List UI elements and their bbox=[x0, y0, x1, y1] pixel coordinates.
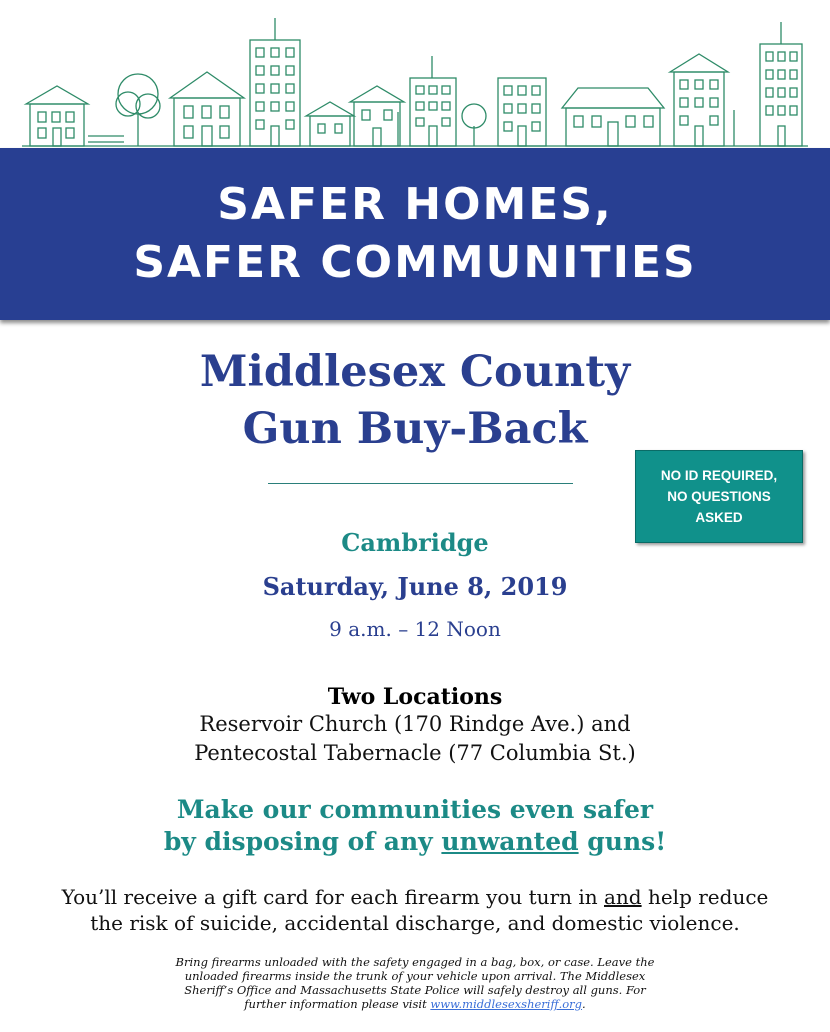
fine-print-line-4-pre: further information please visit bbox=[244, 997, 431, 1011]
location-line-2: Pentecostal Tabernacle (77 Columbia St.) bbox=[194, 741, 636, 765]
banner-line-1: SAFER HOMES, bbox=[217, 179, 613, 230]
banner-line-2: SAFER COMMUNITIES bbox=[133, 237, 697, 288]
badge-line-3: ASKED bbox=[695, 510, 743, 525]
event-date: Saturday, June 8, 2019 bbox=[262, 572, 568, 601]
event-title-line-2: Gun Buy-Back bbox=[242, 404, 588, 454]
badge-line-2: NO QUESTIONS bbox=[667, 489, 771, 504]
info-line-2: the risk of suicide, accidental discharge, and domestic violence. bbox=[90, 911, 740, 935]
event-city: Cambridge bbox=[341, 528, 489, 557]
info-line-1-pre: You’ll receive a gift card for each firearm you turn in bbox=[61, 885, 604, 909]
cta-line-2-pre: by disposing of any bbox=[163, 827, 442, 856]
info-emphasis: and bbox=[604, 885, 642, 909]
badge-line-1: NO ID REQUIRED, bbox=[660, 468, 778, 483]
info-line-1 bbox=[0, 885, 830, 909]
locations-heading: Two Locations bbox=[327, 684, 503, 710]
event-time: 9 a.m. – 12 Noon bbox=[329, 617, 501, 641]
headline-banner bbox=[0, 148, 830, 320]
cta-line-1: Make our communities even safer bbox=[176, 795, 654, 824]
fine-print-line-2: unloaded firearms inside the trunk of your vehicle upon arrival. The Middlesex bbox=[184, 969, 646, 983]
fine-print-line-4 bbox=[0, 997, 830, 1011]
city-skyline-illustration bbox=[22, 12, 808, 150]
cta-emphasis: unwanted bbox=[441, 827, 579, 856]
info-line-1-post: help reduce bbox=[641, 885, 769, 909]
cta-line-2-post: guns! bbox=[578, 827, 667, 856]
location-line-1: Reservoir Church (170 Rindge Ave.) and bbox=[199, 712, 631, 736]
sheriff-website-link[interactable]: www.middlesexsheriff.org bbox=[430, 997, 583, 1011]
fine-print-line-4-post: . bbox=[582, 997, 586, 1011]
fine-print-line-1: Bring firearms unloaded with the safety engaged in a bag, box, or case. Leave the bbox=[175, 955, 655, 969]
divider-rule bbox=[268, 483, 573, 484]
fine-print-line-3: Sheriff’s Office and Massachusetts State Police will safely destroy all guns. For bbox=[184, 983, 646, 997]
event-title-line-1: Middlesex County bbox=[199, 347, 631, 397]
cta-line-2 bbox=[0, 827, 830, 856]
